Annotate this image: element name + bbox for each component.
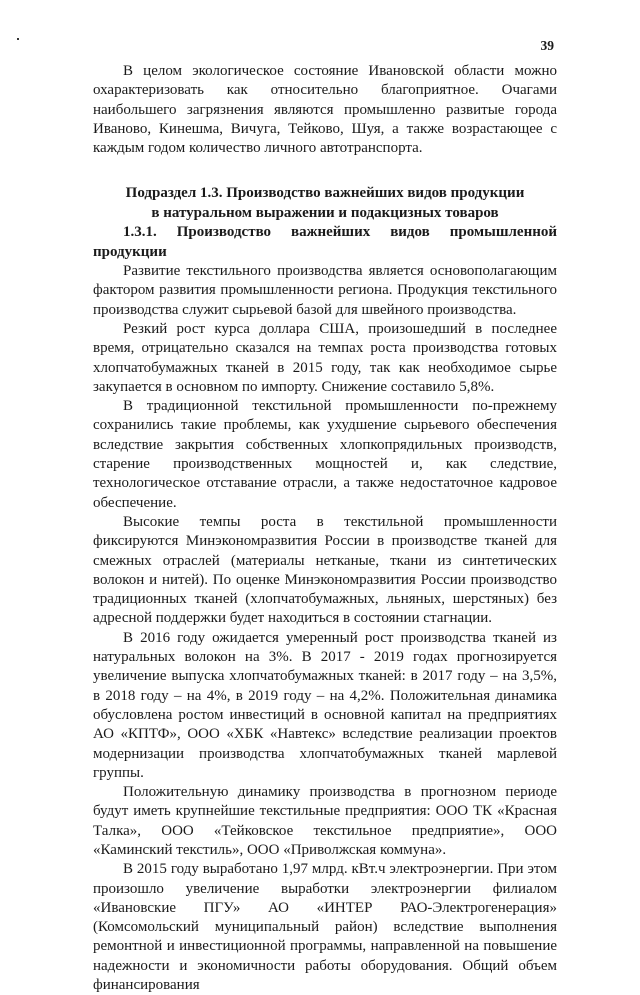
paragraph-industry-problems: В традиционной текстильной промышленности по-прежнему сохранились такие проблемы, как ухудшение сырьевого обеспечения вследствие закрытия собственных хлопкопрядильных производств, старение производственных мощностей и, как следствие, технологическое отставание отрасли, а также недостаточное кадровое обеспечение. [93, 398, 557, 511]
paragraph-electricity: В 2015 году выработано 1,97 млрд. кВт.ч электроэнергии. При этом произошло увеличение выработки электроэнергии филиалом «Ивановские ПГУ» АО «ИНТЕР РАО-Электрогенерация» (Комсомольский муниципальный район) вследствие выполнения ремонтной и инвестиционной программы, направленной на повышение надежности и экономичности работы оборудования. Общий объем финансирования [93, 861, 557, 994]
page-content [93, 62, 557, 995]
paragraph-forecast-2016: В 2016 году ожидается умеренный рост производства тканей из натуральных волокон на 3%. В 2017 - 2019 годах прогнозируется увеличение выпуска хлопчатобумажных тканей: в 2017 году – на 3,5%, в 2018 году – на 4%, в 2019 году – на 4,2%. Положительная динамика обусловлена ростом инвестиций в основной капитал на предприятиях АО «КПТФ», ООО «ХБК «Навтекс» вследствие реализации проектов модернизации производства хлопчатобумажных тканей марлевой группы. [93, 629, 557, 781]
paragraph-textile-development: Развитие текстильного производства является основополагающим фактором развития промышленности региона. Продукция текстильного производства служит сырьевой базой для швейного производства. [93, 263, 557, 318]
paragraph-dollar-rate: Резкий рост курса доллара США, произошедший в последнее время, отрицательно сказался на темпах роста производства готовых хлопчатобумажных тканей в 2015 году, так как необходимое сырье закупается в основном по импорту. Снижение составило 5,8%. [93, 320, 557, 395]
intro-paragraph: В целом экологическое состояние Ивановской области можно охарактеризовать как относительно благоприятное. Очагами наибольшего загрязнения являются промышленно развитые города Иваново, Кинешма, Вичуга, Тейково, Шуя, а также возрастающее с каждым годом количество личного автотранспорта. [93, 63, 557, 157]
subsection-title-line-2: в натуральном выражении и подакцизных товаров [151, 205, 499, 222]
paragraph-major-enterprises: Положительную динамику производства в прогнозном периоде будут иметь крупнейшие текстильные предприятия: ООО ТК «Красная Талка», ООО «Тейковское текстильное предприятие», ООО «Каминский текстиль», ООО «Приволжская коммуна». [93, 784, 557, 858]
paragraph-growth-rates: Высокие темпы роста в текстильной промышленности фиксируются Минэкономразвития России в производстве тканей для смежных отраслей (материалы нетканые, ткани из синтетических волокон и нитей). По оценке Минэкономразвития России производство традиционных тканей (хлопчатобумажных, льняных, шерстяных) без адресной поддержки будет находиться в состоянии стагнации. [93, 513, 557, 627]
page-number: 39 [540, 38, 554, 53]
scan-speck [17, 38, 19, 40]
subsection-title-line-1: Подраздел 1.3. Производство важнейших видов продукции [125, 185, 525, 202]
subsection-title [93, 183, 557, 223]
section-heading: 1.3.1. Производство важнейших видов промышленной продукции [93, 224, 557, 260]
